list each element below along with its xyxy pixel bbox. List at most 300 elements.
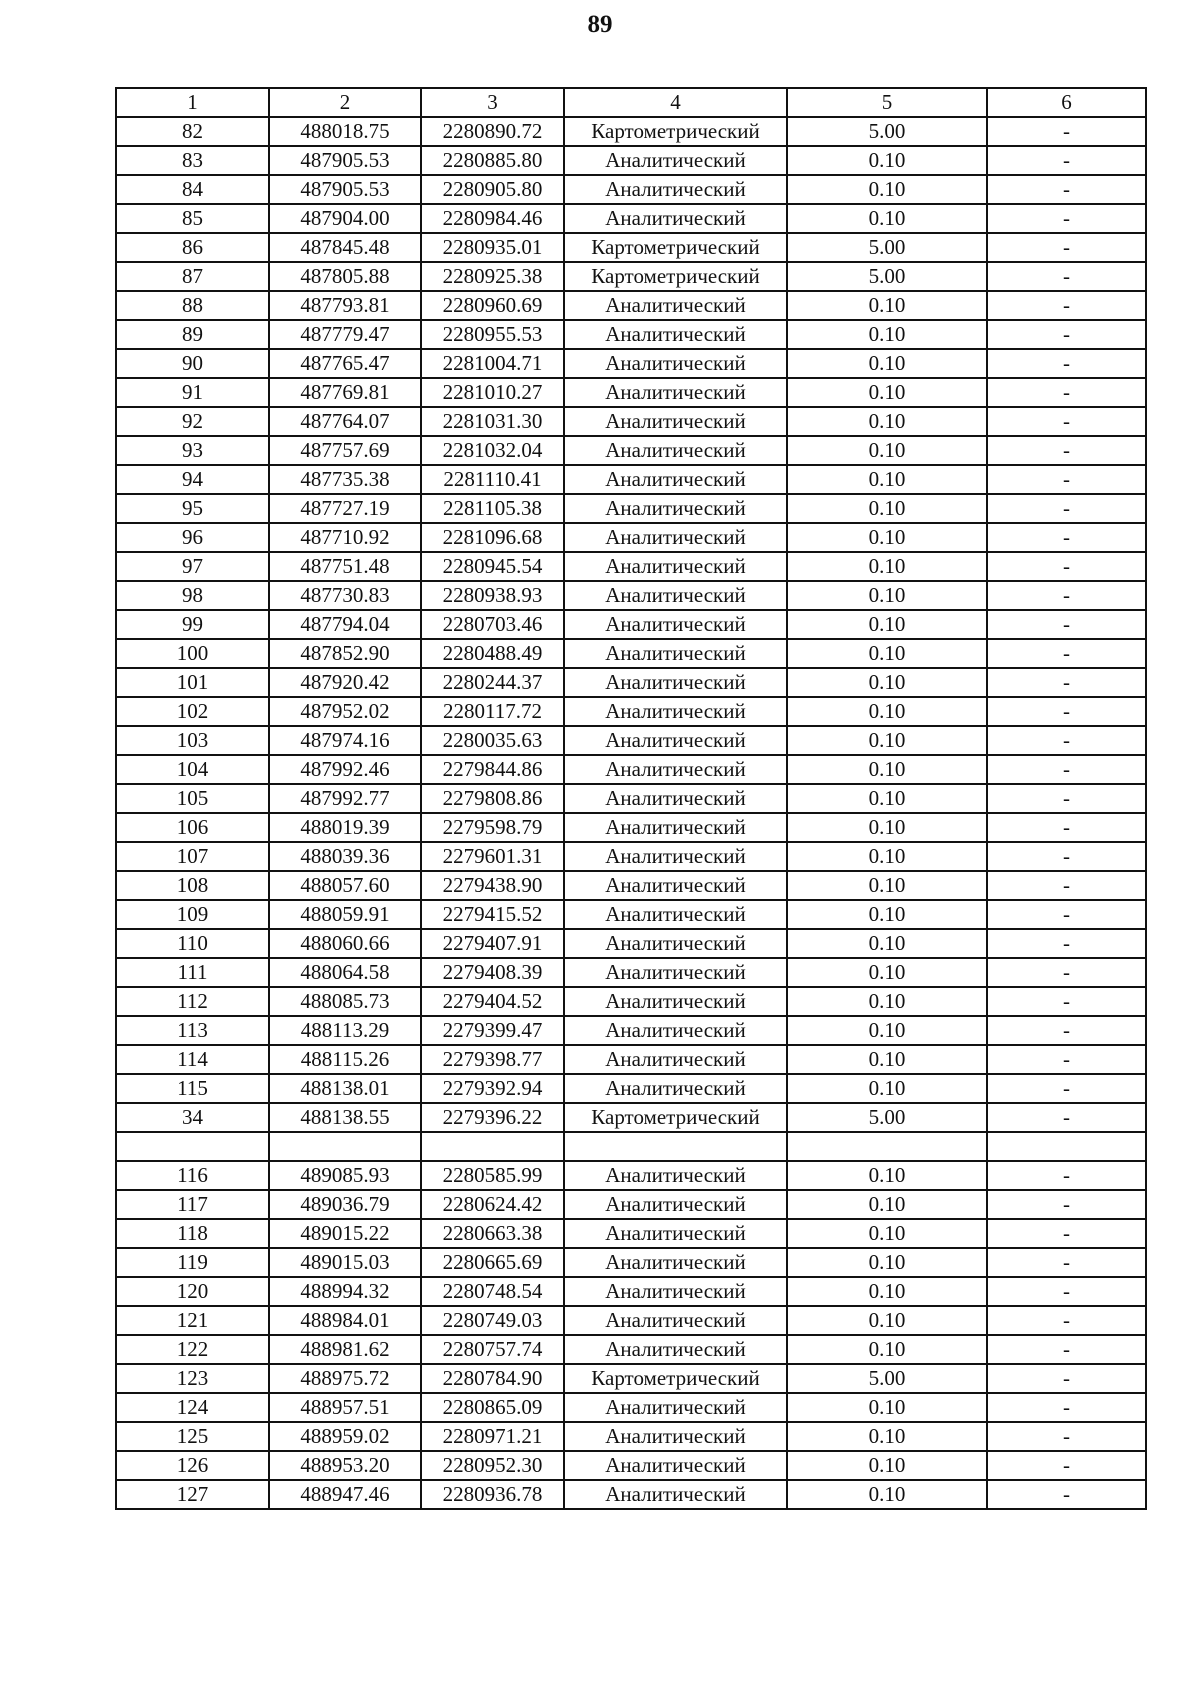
x-coordinate-cell: 488138.55 xyxy=(269,1103,421,1132)
accuracy-cell: 0.10 xyxy=(787,320,987,349)
table-row xyxy=(116,291,1146,320)
header-cell: 6 xyxy=(987,88,1146,117)
table-row xyxy=(116,494,1146,523)
accuracy-cell: 0.10 xyxy=(787,407,987,436)
method-cell: Аналитический xyxy=(564,726,787,755)
table-row xyxy=(116,581,1146,610)
x-coordinate-cell: 489015.03 xyxy=(269,1248,421,1277)
accuracy-cell: 0.10 xyxy=(787,146,987,175)
accuracy-cell: 0.10 xyxy=(787,784,987,813)
point-number-cell: 100 xyxy=(116,639,269,668)
x-coordinate-cell: 488947.46 xyxy=(269,1480,421,1509)
table-row xyxy=(116,1190,1146,1219)
method-cell: Картометрический xyxy=(564,1103,787,1132)
accuracy-cell: 0.10 xyxy=(787,204,987,233)
accuracy-cell: 0.10 xyxy=(787,726,987,755)
note-cell: - xyxy=(987,958,1146,987)
x-coordinate-cell: 488953.20 xyxy=(269,1451,421,1480)
table-row xyxy=(116,784,1146,813)
y-coordinate-cell: 2280960.69 xyxy=(421,291,564,320)
method-cell: Аналитический xyxy=(564,581,787,610)
point-number-cell: 111 xyxy=(116,958,269,987)
note-cell: - xyxy=(987,320,1146,349)
y-coordinate-cell: 2281032.04 xyxy=(421,436,564,465)
header-cell: 1 xyxy=(116,88,269,117)
x-coordinate-cell: 487793.81 xyxy=(269,291,421,320)
note-cell: - xyxy=(987,1364,1146,1393)
x-coordinate-cell: 487905.53 xyxy=(269,146,421,175)
table-row xyxy=(116,1074,1146,1103)
y-coordinate-cell: 2280244.37 xyxy=(421,668,564,697)
x-coordinate-cell: 488064.58 xyxy=(269,958,421,987)
method-cell xyxy=(564,1132,787,1161)
y-coordinate-cell: 2281004.71 xyxy=(421,349,564,378)
note-cell: - xyxy=(987,262,1146,291)
table-row xyxy=(116,987,1146,1016)
table-row xyxy=(116,175,1146,204)
point-number-cell: 116 xyxy=(116,1161,269,1190)
method-cell: Аналитический xyxy=(564,842,787,871)
point-number-cell: 34 xyxy=(116,1103,269,1132)
point-number-cell: 119 xyxy=(116,1248,269,1277)
method-cell: Аналитический xyxy=(564,1248,787,1277)
table-row xyxy=(116,465,1146,494)
accuracy-cell: 0.10 xyxy=(787,1219,987,1248)
method-cell: Аналитический xyxy=(564,1393,787,1422)
method-cell: Аналитический xyxy=(564,204,787,233)
note-cell: - xyxy=(987,175,1146,204)
note-cell: - xyxy=(987,668,1146,697)
point-number-cell: 113 xyxy=(116,1016,269,1045)
y-coordinate-cell: 2281096.68 xyxy=(421,523,564,552)
method-cell: Аналитический xyxy=(564,349,787,378)
note-cell: - xyxy=(987,117,1146,146)
y-coordinate-cell: 2280703.46 xyxy=(421,610,564,639)
y-coordinate-cell: 2280488.49 xyxy=(421,639,564,668)
table-row xyxy=(116,929,1146,958)
accuracy-cell: 0.10 xyxy=(787,958,987,987)
table-row xyxy=(116,436,1146,465)
method-cell: Аналитический xyxy=(564,1190,787,1219)
point-number-cell: 92 xyxy=(116,407,269,436)
method-cell: Аналитический xyxy=(564,1277,787,1306)
y-coordinate-cell: 2280935.01 xyxy=(421,233,564,262)
x-coordinate-cell: 488959.02 xyxy=(269,1422,421,1451)
x-coordinate-cell: 488113.29 xyxy=(269,1016,421,1045)
table-row xyxy=(116,1480,1146,1509)
point-number-cell: 107 xyxy=(116,842,269,871)
note-cell: - xyxy=(987,1190,1146,1219)
method-cell: Аналитический xyxy=(564,1074,787,1103)
y-coordinate-cell: 2279808.86 xyxy=(421,784,564,813)
point-number-cell: 91 xyxy=(116,378,269,407)
note-cell: - xyxy=(987,407,1146,436)
y-coordinate-cell: 2279844.86 xyxy=(421,755,564,784)
y-coordinate-cell: 2280945.54 xyxy=(421,552,564,581)
point-number-cell: 122 xyxy=(116,1335,269,1364)
table-row xyxy=(116,1132,1146,1161)
note-cell: - xyxy=(987,697,1146,726)
accuracy-cell: 0.10 xyxy=(787,349,987,378)
method-cell: Аналитический xyxy=(564,784,787,813)
y-coordinate-cell: 2280971.21 xyxy=(421,1422,564,1451)
point-number-cell: 120 xyxy=(116,1277,269,1306)
table-row xyxy=(116,871,1146,900)
table-row xyxy=(116,378,1146,407)
accuracy-cell: 0.10 xyxy=(787,900,987,929)
table-row xyxy=(116,117,1146,146)
x-coordinate-cell: 488059.91 xyxy=(269,900,421,929)
point-number-cell xyxy=(116,1132,269,1161)
table-row xyxy=(116,610,1146,639)
y-coordinate-cell: 2279392.94 xyxy=(421,1074,564,1103)
method-cell: Аналитический xyxy=(564,523,787,552)
table-row xyxy=(116,320,1146,349)
point-number-cell: 123 xyxy=(116,1364,269,1393)
table-row xyxy=(116,668,1146,697)
x-coordinate-cell: 487992.77 xyxy=(269,784,421,813)
x-coordinate-cell: 488085.73 xyxy=(269,987,421,1016)
x-coordinate-cell: 488994.32 xyxy=(269,1277,421,1306)
x-coordinate-cell: 488975.72 xyxy=(269,1364,421,1393)
table-row xyxy=(116,1393,1146,1422)
accuracy-cell: 0.10 xyxy=(787,1045,987,1074)
y-coordinate-cell: 2280955.53 xyxy=(421,320,564,349)
method-cell: Аналитический xyxy=(564,668,787,697)
method-cell: Аналитический xyxy=(564,900,787,929)
table-row xyxy=(116,842,1146,871)
x-coordinate-cell: 487727.19 xyxy=(269,494,421,523)
point-number-cell: 117 xyxy=(116,1190,269,1219)
x-coordinate-cell: 487905.53 xyxy=(269,175,421,204)
method-cell: Картометрический xyxy=(564,233,787,262)
x-coordinate-cell: 488060.66 xyxy=(269,929,421,958)
y-coordinate-cell: 2279399.47 xyxy=(421,1016,564,1045)
x-coordinate-cell: 487751.48 xyxy=(269,552,421,581)
note-cell: - xyxy=(987,1161,1146,1190)
y-coordinate-cell: 2281031.30 xyxy=(421,407,564,436)
x-coordinate-cell: 488019.39 xyxy=(269,813,421,842)
table-row xyxy=(116,552,1146,581)
x-coordinate-cell: 487992.46 xyxy=(269,755,421,784)
method-cell: Аналитический xyxy=(564,175,787,204)
point-number-cell: 93 xyxy=(116,436,269,465)
note-cell: - xyxy=(987,465,1146,494)
y-coordinate-cell: 2279407.91 xyxy=(421,929,564,958)
table-row xyxy=(116,1103,1146,1132)
method-cell: Картометрический xyxy=(564,117,787,146)
x-coordinate-cell: 488957.51 xyxy=(269,1393,421,1422)
x-coordinate-cell xyxy=(269,1132,421,1161)
note-cell: - xyxy=(987,755,1146,784)
x-coordinate-cell: 487730.83 xyxy=(269,581,421,610)
point-number-cell: 105 xyxy=(116,784,269,813)
header-cell: 5 xyxy=(787,88,987,117)
header-cell: 3 xyxy=(421,88,564,117)
x-coordinate-cell: 487805.88 xyxy=(269,262,421,291)
table-row xyxy=(116,349,1146,378)
table-row xyxy=(116,1422,1146,1451)
coordinates-table xyxy=(115,87,1147,1510)
note-cell: - xyxy=(987,204,1146,233)
point-number-cell: 125 xyxy=(116,1422,269,1451)
table-row xyxy=(116,1219,1146,1248)
accuracy-cell: 0.10 xyxy=(787,552,987,581)
method-cell: Аналитический xyxy=(564,697,787,726)
table-row xyxy=(116,1306,1146,1335)
note-cell: - xyxy=(987,639,1146,668)
point-number-cell: 124 xyxy=(116,1393,269,1422)
table-row xyxy=(116,1161,1146,1190)
accuracy-cell: 0.10 xyxy=(787,1277,987,1306)
point-number-cell: 86 xyxy=(116,233,269,262)
method-cell: Аналитический xyxy=(564,407,787,436)
y-coordinate-cell: 2279398.77 xyxy=(421,1045,564,1074)
accuracy-cell: 0.10 xyxy=(787,1422,987,1451)
method-cell: Аналитический xyxy=(564,552,787,581)
x-coordinate-cell: 488018.75 xyxy=(269,117,421,146)
y-coordinate-cell: 2281010.27 xyxy=(421,378,564,407)
note-cell: - xyxy=(987,1045,1146,1074)
accuracy-cell: 0.10 xyxy=(787,987,987,1016)
point-number-cell: 126 xyxy=(116,1451,269,1480)
x-coordinate-cell: 488981.62 xyxy=(269,1335,421,1364)
x-coordinate-cell: 489036.79 xyxy=(269,1190,421,1219)
y-coordinate-cell: 2280624.42 xyxy=(421,1190,564,1219)
y-coordinate-cell: 2279438.90 xyxy=(421,871,564,900)
accuracy-cell: 0.10 xyxy=(787,1074,987,1103)
y-coordinate-cell: 2280784.90 xyxy=(421,1364,564,1393)
x-coordinate-cell: 487710.92 xyxy=(269,523,421,552)
point-number-cell: 114 xyxy=(116,1045,269,1074)
y-coordinate-cell: 2279415.52 xyxy=(421,900,564,929)
note-cell: - xyxy=(987,1219,1146,1248)
note-cell: - xyxy=(987,436,1146,465)
accuracy-cell: 0.10 xyxy=(787,1480,987,1509)
y-coordinate-cell: 2280035.63 xyxy=(421,726,564,755)
accuracy-cell: 0.10 xyxy=(787,1248,987,1277)
point-number-cell: 88 xyxy=(116,291,269,320)
note-cell: - xyxy=(987,146,1146,175)
accuracy-cell: 0.10 xyxy=(787,697,987,726)
accuracy-cell: 5.00 xyxy=(787,262,987,291)
table-row xyxy=(116,958,1146,987)
method-cell: Аналитический xyxy=(564,813,787,842)
note-cell: - xyxy=(987,291,1146,320)
method-cell: Аналитический xyxy=(564,1306,787,1335)
method-cell: Аналитический xyxy=(564,320,787,349)
x-coordinate-cell: 487952.02 xyxy=(269,697,421,726)
note-cell: - xyxy=(987,1277,1146,1306)
accuracy-cell: 0.10 xyxy=(787,175,987,204)
y-coordinate-cell: 2280905.80 xyxy=(421,175,564,204)
note-cell: - xyxy=(987,987,1146,1016)
note-cell: - xyxy=(987,1306,1146,1335)
note-cell: - xyxy=(987,900,1146,929)
accuracy-cell: 0.10 xyxy=(787,871,987,900)
y-coordinate-cell: 2280925.38 xyxy=(421,262,564,291)
note-cell: - xyxy=(987,233,1146,262)
method-cell: Аналитический xyxy=(564,494,787,523)
x-coordinate-cell: 489085.93 xyxy=(269,1161,421,1190)
x-coordinate-cell: 487852.90 xyxy=(269,639,421,668)
accuracy-cell: 0.10 xyxy=(787,465,987,494)
point-number-cell: 109 xyxy=(116,900,269,929)
point-number-cell: 112 xyxy=(116,987,269,1016)
point-number-cell: 95 xyxy=(116,494,269,523)
table-row xyxy=(116,900,1146,929)
note-cell: - xyxy=(987,378,1146,407)
table-row xyxy=(116,813,1146,842)
y-coordinate-cell: 2280749.03 xyxy=(421,1306,564,1335)
method-cell: Аналитический xyxy=(564,929,787,958)
point-number-cell: 94 xyxy=(116,465,269,494)
point-number-cell: 98 xyxy=(116,581,269,610)
method-cell: Картометрический xyxy=(564,262,787,291)
note-cell xyxy=(987,1132,1146,1161)
note-cell: - xyxy=(987,494,1146,523)
accuracy-cell: 5.00 xyxy=(787,1364,987,1393)
method-cell: Аналитический xyxy=(564,1161,787,1190)
accuracy-cell: 0.10 xyxy=(787,378,987,407)
point-number-cell: 87 xyxy=(116,262,269,291)
table-row xyxy=(116,1277,1146,1306)
table-row xyxy=(116,726,1146,755)
table-row xyxy=(116,262,1146,291)
method-cell: Аналитический xyxy=(564,639,787,668)
method-cell: Аналитический xyxy=(564,436,787,465)
method-cell: Аналитический xyxy=(564,1045,787,1074)
y-coordinate-cell: 2279396.22 xyxy=(421,1103,564,1132)
y-coordinate-cell: 2280865.09 xyxy=(421,1393,564,1422)
table-row xyxy=(116,1335,1146,1364)
note-cell: - xyxy=(987,610,1146,639)
x-coordinate-cell: 487765.47 xyxy=(269,349,421,378)
point-number-cell: 102 xyxy=(116,697,269,726)
accuracy-cell: 0.10 xyxy=(787,1016,987,1045)
x-coordinate-cell: 487904.00 xyxy=(269,204,421,233)
page-number: 89 xyxy=(587,11,613,38)
note-cell: - xyxy=(987,929,1146,958)
point-number-cell: 108 xyxy=(116,871,269,900)
accuracy-cell: 0.10 xyxy=(787,1161,987,1190)
y-coordinate-cell: 2279404.52 xyxy=(421,987,564,1016)
note-cell: - xyxy=(987,552,1146,581)
method-cell: Аналитический xyxy=(564,1335,787,1364)
table-row xyxy=(116,407,1146,436)
table-row xyxy=(116,697,1146,726)
accuracy-cell: 5.00 xyxy=(787,117,987,146)
accuracy-cell: 0.10 xyxy=(787,1306,987,1335)
accuracy-cell: 0.10 xyxy=(787,813,987,842)
accuracy-cell: 0.10 xyxy=(787,639,987,668)
accuracy-cell: 0.10 xyxy=(787,291,987,320)
x-coordinate-cell: 487779.47 xyxy=(269,320,421,349)
note-cell: - xyxy=(987,813,1146,842)
x-coordinate-cell: 488039.36 xyxy=(269,842,421,871)
point-number-cell: 97 xyxy=(116,552,269,581)
note-cell: - xyxy=(987,784,1146,813)
point-number-cell: 89 xyxy=(116,320,269,349)
x-coordinate-cell: 487974.16 xyxy=(269,726,421,755)
table-row xyxy=(116,1016,1146,1045)
note-cell: - xyxy=(987,1480,1146,1509)
point-number-cell: 118 xyxy=(116,1219,269,1248)
note-cell: - xyxy=(987,523,1146,552)
point-number-cell: 90 xyxy=(116,349,269,378)
point-number-cell: 121 xyxy=(116,1306,269,1335)
note-cell: - xyxy=(987,581,1146,610)
point-number-cell: 110 xyxy=(116,929,269,958)
y-coordinate-cell: 2280663.38 xyxy=(421,1219,564,1248)
note-cell: - xyxy=(987,1248,1146,1277)
method-cell: Аналитический xyxy=(564,1016,787,1045)
note-cell: - xyxy=(987,842,1146,871)
x-coordinate-cell: 487764.07 xyxy=(269,407,421,436)
y-coordinate-cell: 2279408.39 xyxy=(421,958,564,987)
accuracy-cell: 0.10 xyxy=(787,436,987,465)
y-coordinate-cell: 2280665.69 xyxy=(421,1248,564,1277)
method-cell: Аналитический xyxy=(564,1219,787,1248)
y-coordinate-cell: 2280757.74 xyxy=(421,1335,564,1364)
x-coordinate-cell: 489015.22 xyxy=(269,1219,421,1248)
point-number-cell: 85 xyxy=(116,204,269,233)
point-number-cell: 104 xyxy=(116,755,269,784)
x-coordinate-cell: 488057.60 xyxy=(269,871,421,900)
method-cell: Аналитический xyxy=(564,1480,787,1509)
point-number-cell: 96 xyxy=(116,523,269,552)
note-cell: - xyxy=(987,1422,1146,1451)
x-coordinate-cell: 487735.38 xyxy=(269,465,421,494)
point-number-cell: 127 xyxy=(116,1480,269,1509)
point-number-cell: 115 xyxy=(116,1074,269,1103)
accuracy-cell: 0.10 xyxy=(787,1451,987,1480)
y-coordinate-cell: 2280890.72 xyxy=(421,117,564,146)
y-coordinate-cell: 2281105.38 xyxy=(421,494,564,523)
table-row xyxy=(116,1248,1146,1277)
method-cell: Аналитический xyxy=(564,610,787,639)
point-number-cell: 101 xyxy=(116,668,269,697)
y-coordinate-cell: 2279598.79 xyxy=(421,813,564,842)
table-row xyxy=(116,146,1146,175)
note-cell: - xyxy=(987,1335,1146,1364)
x-coordinate-cell: 487769.81 xyxy=(269,378,421,407)
y-coordinate-cell xyxy=(421,1132,564,1161)
point-number-cell: 83 xyxy=(116,146,269,175)
note-cell: - xyxy=(987,1451,1146,1480)
accuracy-cell: 0.10 xyxy=(787,755,987,784)
y-coordinate-cell: 2279601.31 xyxy=(421,842,564,871)
table-row xyxy=(116,639,1146,668)
accuracy-cell: 0.10 xyxy=(787,668,987,697)
y-coordinate-cell: 2280952.30 xyxy=(421,1451,564,1480)
point-number-cell: 84 xyxy=(116,175,269,204)
header-row xyxy=(116,88,1146,117)
note-cell: - xyxy=(987,349,1146,378)
accuracy-cell: 0.10 xyxy=(787,610,987,639)
accuracy-cell: 0.10 xyxy=(787,494,987,523)
method-cell: Аналитический xyxy=(564,1451,787,1480)
method-cell: Аналитический xyxy=(564,871,787,900)
note-cell: - xyxy=(987,1074,1146,1103)
accuracy-cell: 0.10 xyxy=(787,929,987,958)
x-coordinate-cell: 488138.01 xyxy=(269,1074,421,1103)
accuracy-cell: 5.00 xyxy=(787,233,987,262)
table-row xyxy=(116,204,1146,233)
table-row xyxy=(116,1045,1146,1074)
x-coordinate-cell: 487757.69 xyxy=(269,436,421,465)
table-row xyxy=(116,755,1146,784)
